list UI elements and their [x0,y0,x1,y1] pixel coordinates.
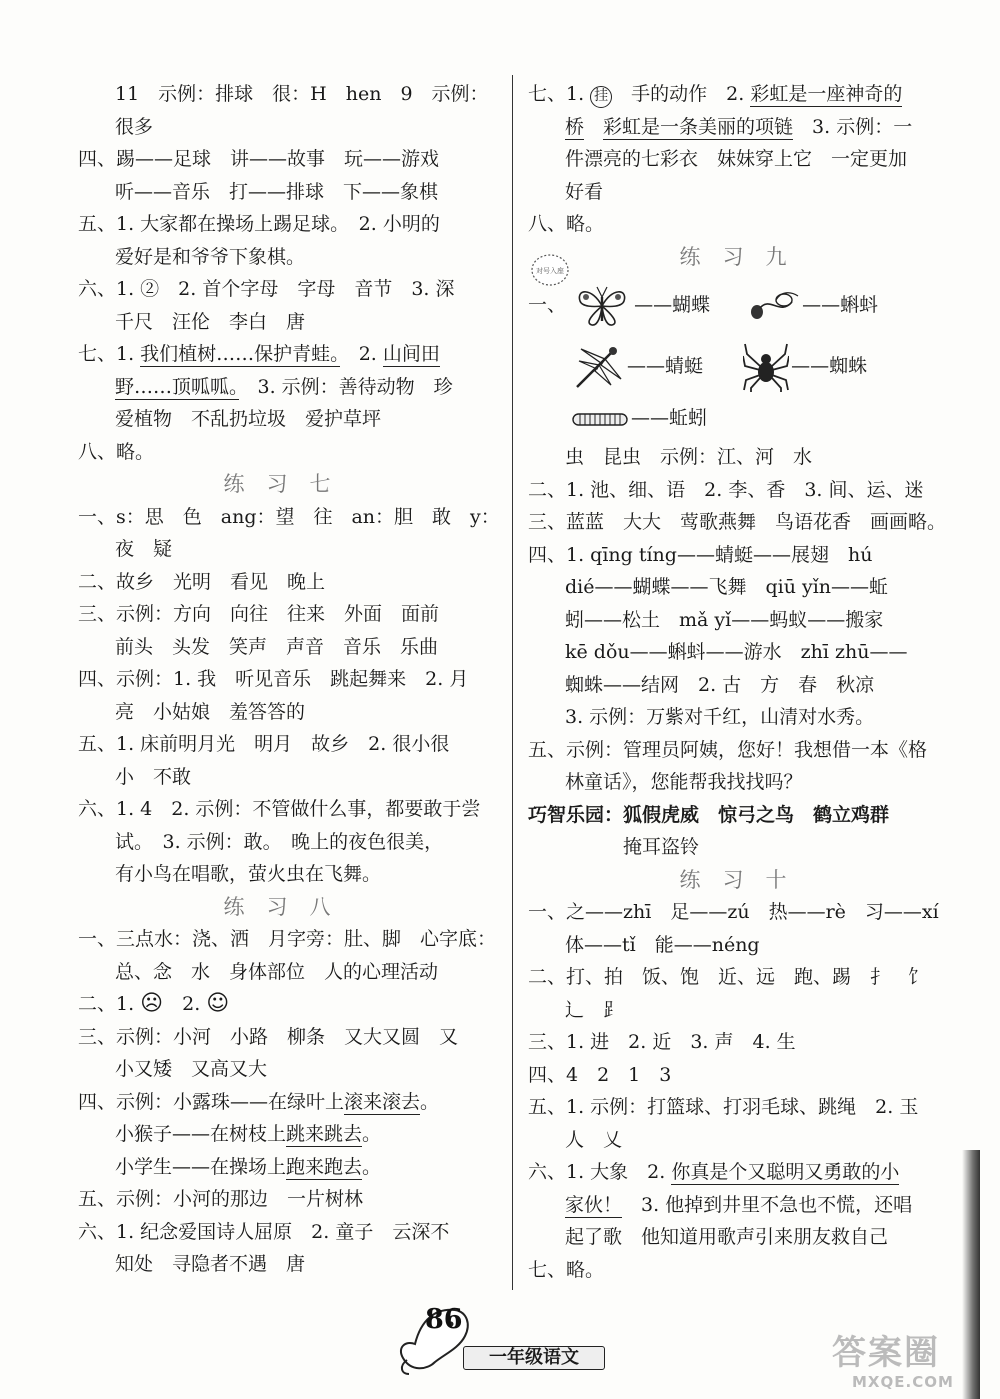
text: 3. 示例：一 [793,115,913,138]
smiley-face-icon: ☺ [206,991,230,1016]
answer-line [78,1118,498,1151]
answer-line [528,395,960,441]
underlined-text: 我们植树……保护青蛙。 [140,343,340,365]
answer-line [78,338,498,371]
answer-line: 一、三点水：浇、洒 月字旁：肚、脚 心字底： [78,928,497,950]
answer-line: 人 乂 [565,1128,623,1151]
text: 。 [362,1123,382,1145]
text: 小学生——在操场上 [115,1155,287,1178]
text: 手的动作 2. [612,83,751,105]
watermark-url: MXQE.COM [852,1373,954,1391]
answer-line: 掩耳盗铃 [623,836,700,858]
sad-face-icon: ☹ [140,991,164,1016]
watermark-text: 答案圈 [832,1333,940,1373]
butterfly-icon [572,283,632,329]
spider-icon [743,342,789,392]
text: 一、 [528,294,567,316]
underlined-text: 桥 [565,115,585,138]
answer-line: 夜 疑 [115,538,173,560]
answer-line [528,1156,960,1189]
answer-line: 二、1. 池、细、语 2. 李、香 3. 间、运、迷 [528,478,924,501]
answer-line: 听——音乐 打——排球 下——象棋 [115,180,439,203]
text: 七、1. [78,343,141,365]
text: ——蜘蛛 [791,355,868,377]
answer-line: 三、1. 进 2. 近 3. 声 4. 生 [528,1031,796,1053]
answer-line: 一、之——zhī 足——zú 热——rè 习——xí [528,901,939,923]
answer-line: 五、1. 床前明月光 明月 故乡 2. 很小很 [78,733,450,755]
answer-line: 四、1. qīng tíng——蜻蜓——展翅 hú [528,543,873,566]
section-title-7: 练习七 [223,472,353,496]
answer-line [78,371,498,404]
answer-line: 六、1. 4 2. 示例：不管做什么事，都要敢于尝 [78,798,481,820]
dragonfly-icon [571,343,625,391]
answer-line: 四、踢——足球 讲——故事 玩——游戏 [78,148,440,170]
answer-line: 四、示例：1. 我 听见音乐 跳起舞来 2. 月 [78,668,469,690]
underlined-text: 你真是个又聪明又勇敢的小 [671,1161,900,1183]
answer-line: 七、略。 [528,1258,605,1281]
answer-line: 二、故乡 光明 看见 晚上 [78,570,326,593]
answer-line: 件漂亮的七彩衣 妹妹穿上它 一定更加 [565,148,908,170]
text: 二、1. [78,993,141,1015]
answer-line: 五、1. 示例：打篮球、打羽毛球、跳绳 2. 玉 [528,1096,919,1118]
section-title-10: 练习十 [679,867,809,892]
underlined-text: 彩虹是一条美丽的项链 [603,115,794,138]
answer-line: 有小鸟在唱歌，萤火虫在飞舞。 [115,863,382,885]
answer-line: 3. 示例：万紫对千红，山清对水秀。 [565,706,875,728]
answer-line [528,111,960,144]
answer-line: 辶 ⻊ [565,998,623,1021]
answer-line [528,1189,960,1222]
answer-line: 一、s：思 色 ang：望 往 an：胆 敢 y： [78,505,500,528]
page-number: 86 [425,1304,463,1335]
section-title-9: 练习九 [679,244,809,269]
answer-line: 小 不敢 [115,765,192,788]
answer-line: 巧智乐园：狐假虎威 惊弓之鸟 鹤立鸡群 [528,803,890,826]
answer-line: 亮 小姑娘 羞答答的 [115,700,306,723]
answer-line: 六、1. ② 2. 首个字母 字母 音节 3. 深 [78,278,455,300]
answer-line: 八、略。 [78,440,155,463]
text: 2. [163,993,207,1015]
answer-line [528,78,960,111]
underlined-text: 野……顶呱呱。 [115,375,239,398]
text: 3. 他掉到井里不急也不慌，还唱 [622,1193,913,1216]
text: 七、1. [528,83,591,105]
answer-line: 八、略。 [528,213,605,235]
answer-line: 蜘蛛——结网 2. 古 方 春 秋凉 [565,673,875,696]
answer-line: 三、示例：小河 小路 柳条 又大又圆 又 [78,1025,459,1048]
answer-line [78,988,498,1021]
text: ——蚯蚓 [631,407,708,429]
underlined-text: 家伙！ [565,1193,623,1216]
answer-line: 五、示例：小河的那边 一片树林 [78,1188,364,1210]
answer-line: 蚓——松土 mǎ yǐ——蚂蚁——搬家 [565,608,884,631]
answer-line [78,1086,498,1119]
stamp-icon [530,252,570,288]
answer-line: 千尺 汪伦 李白 唐 [115,310,306,333]
answer-line: 好看 [565,180,604,203]
answer-line: 小又矮 又高又大 [115,1058,268,1080]
text: 。 [362,1155,382,1178]
answer-line: 前头 头发 笑声 声音 音乐 乐曲 [115,635,439,658]
underlined-text: 彩虹是一座神奇的 [750,83,903,105]
answer-line: 爱好是和爷爷下象棋。 [115,245,306,268]
right-column [528,78,960,1286]
answer-line [78,1151,498,1184]
answer-line: 知处 寻隐者不遇 唐 [115,1253,306,1275]
text: 六、1. 大象 2. [528,1161,672,1183]
text: 小猴子——在树枝上 [115,1123,287,1145]
answer-line: dié——蝴蝶——飞舞 qiū yǐn——蚯 [565,576,889,598]
answer-line [528,273,960,337]
earthworm-icon [571,409,629,429]
text: 。 [420,1090,440,1113]
stamp-badge [530,252,570,288]
answer-line: 三、蓝蓝 大大 莺歌燕舞 鸟语花香 画画略。 [528,511,947,533]
answer-line: 爱植物 不乱扔垃圾 爱护草坪 [115,408,382,430]
underlined-text: 跑来跑去 [286,1155,363,1178]
text: ——蝴蝶 [634,294,711,316]
answer-line: 总、念 水 身体部位 人的心理活动 [115,960,439,983]
underlined-text: 滚来滚去 [344,1090,421,1113]
answer-line: 很多 [115,115,154,138]
page-footer [395,1300,625,1380]
underlined-text: 跳来跳去 [286,1123,363,1145]
underlined-text: 山间田 [382,343,440,365]
answer-line: 六、1. 纪念爱国诗人屈原 2. 童子 云深不 [78,1220,450,1243]
text: ——蝌蚪 [802,294,879,316]
answer-line: 林童话》，您能帮我找找吗？ [565,771,803,793]
answer-line: 试。 3. 示例：敢。 晚上的夜色很美， [115,830,444,853]
text [584,116,603,138]
section-title-8: 练习八 [223,894,353,919]
column-divider [512,75,513,1290]
tadpole-icon [744,286,800,326]
svg-text:对号入座: 对号入座 [536,267,564,275]
answer-line: 二、打、拍 饭、饱 近、远 跑、踢 扌 饣 [528,966,928,988]
answer-line: 11 示例：排球 很：H hen 9 示例： [115,83,489,105]
answer-line: 五、示例：管理员阿姨，您好！我想借一本《格 [528,738,928,761]
text: 四、示例：小露珠——在绿叶上 [78,1090,345,1113]
answer-line: kē dǒu——蝌蚪——游水 zhī zhū—— [565,641,908,663]
book-title: 一年级语文 [463,1346,605,1370]
left-column [78,78,498,1281]
answer-line: 四、4 2 1 3 [528,1063,672,1086]
text: 2. [339,343,383,365]
answer-line: 三、示例：方向 向往 往来 外面 面前 [78,603,440,625]
text: 3. 示例：善待动物 珍 [238,375,453,398]
scan-edge-shadow [962,1150,980,1399]
circled-character: 挂 [590,86,612,108]
answer-line: 虫 昆虫 示例：江、河 水 [565,446,813,468]
answer-line: 起了歌 他知道用歌声引来朋友救自己 [565,1226,889,1248]
answer-line [528,337,960,395]
answer-line: 体——tǐ 能——néng [565,933,760,956]
answer-line: 五、1. 大家都在操场上踢足球。 2. 小明的 [78,213,440,235]
text: ——蜻蜓 [627,355,704,377]
